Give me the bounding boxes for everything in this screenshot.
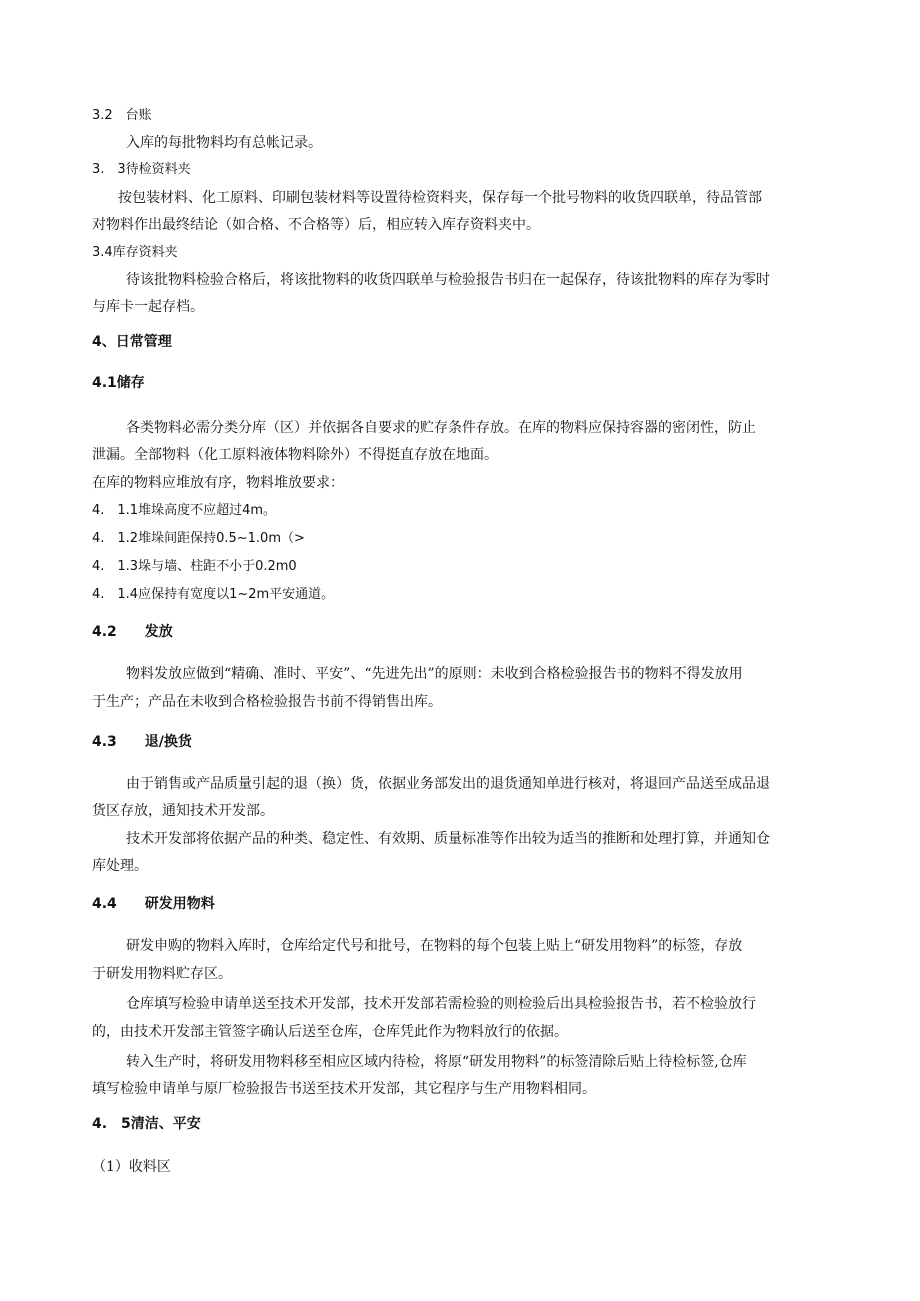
section-4-5-heading: 4. 5清洁、平安 xyxy=(92,1116,201,1132)
paragraph-line: 与库卡一起存档。 xyxy=(92,299,204,315)
subsection-heading: （1）收料区 xyxy=(92,1159,171,1175)
paragraph-line: 按包装材料、化工原料、印刷包装材料等设置待检资料夹，保存每一个批号物料的收货四联单，待品管部 xyxy=(118,190,762,206)
paragraph-line: 泄漏。全部物料（化工原料液体物料除外）不得挺直存放在地面。 xyxy=(92,447,498,463)
list-item: 4. 1.4应保持有宽度以1~2m平安通道。 xyxy=(92,587,335,602)
paragraph-line: 转入生产时，将研发用物料移至相应区域内待检，将原“研发用物料”的标签清除后贴上待检标签,仓库 xyxy=(126,1054,747,1070)
paragraph-line: 对物料作出最终结论（如合格、不合格等）后，相应转入库存资料夹中。 xyxy=(92,217,540,233)
paragraph-line: 货区存放，通知技术开发部。 xyxy=(92,803,274,819)
section-4-3-heading: 4.3 退/换货 xyxy=(92,734,192,750)
paragraph-line: 在库的物料应堆放有序，物料堆放要求： xyxy=(92,475,344,491)
paragraph-line: 的，由技术开发部主管签字确认后送至仓库，仓库凭此作为物料放行的依据。 xyxy=(92,1024,568,1040)
paragraph-line: 库处理。 xyxy=(92,858,148,874)
list-item: 4. 1.2堆垛间距保持0.5~1.0m（> xyxy=(92,531,305,546)
section-4-1-heading: 4.1储存 xyxy=(92,375,145,391)
paragraph-line: 研发申购的物料入库时，仓库给定代号和批号，在物料的每个包装上贴上“研发用物料”的标签，存放 xyxy=(126,938,743,954)
paragraph-line: 技术开发部将依据产品的种类、稳定性、有效期、质量标准等作出较为适当的推断和处理打算，并通知仓 xyxy=(126,831,770,847)
paragraph-line: 各类物料必需分类分库（区）并依据各自要求的贮存条件存放。在库的物料应保持容器的密闭性，防止 xyxy=(126,420,756,436)
paragraph-line: 待该批物料检验合格后，将该批物料的收货四联单与检验报告书归在一起保存，待该批物料的库存为零时 xyxy=(126,272,770,288)
paragraph-line: 于研发用物料贮存区。 xyxy=(92,966,232,982)
section-3-4-heading: 3.4库存资料夹 xyxy=(92,245,178,260)
paragraph-line: 由于销售或产品质量引起的退（换）货，依据业务部发出的退货通知单进行核对，将退回产品送至成品退 xyxy=(126,776,770,792)
section-4-heading: 4、日常管理 xyxy=(92,334,172,350)
paragraph-line: 填写检验申请单与原厂检验报告书送至技术开发部，其它程序与生产用物料相同。 xyxy=(92,1081,596,1097)
section-4-4-heading: 4.4 研发用物料 xyxy=(92,896,215,912)
section-3-3-heading: 3. 3待检资料夹 xyxy=(92,162,191,177)
paragraph-line: 于生产；产品在未收到合格检验报告书前不得销售出库。 xyxy=(92,694,442,710)
paragraph-line: 仓库填写检验申请单送至技术开发部，技术开发部若需检验的则检验后出具检验报告书，若不检验放行 xyxy=(126,996,756,1012)
section-4-2-heading: 4.2 发放 xyxy=(92,624,173,640)
list-item: 4. 1.1堆垛高度不应超过4m。 xyxy=(92,503,277,518)
paragraph-line: 物料发放应做到“精确、准时、平安”、“先进先出”的原则：未收到合格检验报告书的物料不得发放用 xyxy=(126,666,743,682)
section-3-2-heading: 3.2 台账 xyxy=(92,108,152,123)
list-item: 4. 1.3垛与墙、柱距不小于0.2m0 xyxy=(92,559,297,574)
paragraph-line: 入库的每批物料均有总帐记录。 xyxy=(126,135,322,151)
